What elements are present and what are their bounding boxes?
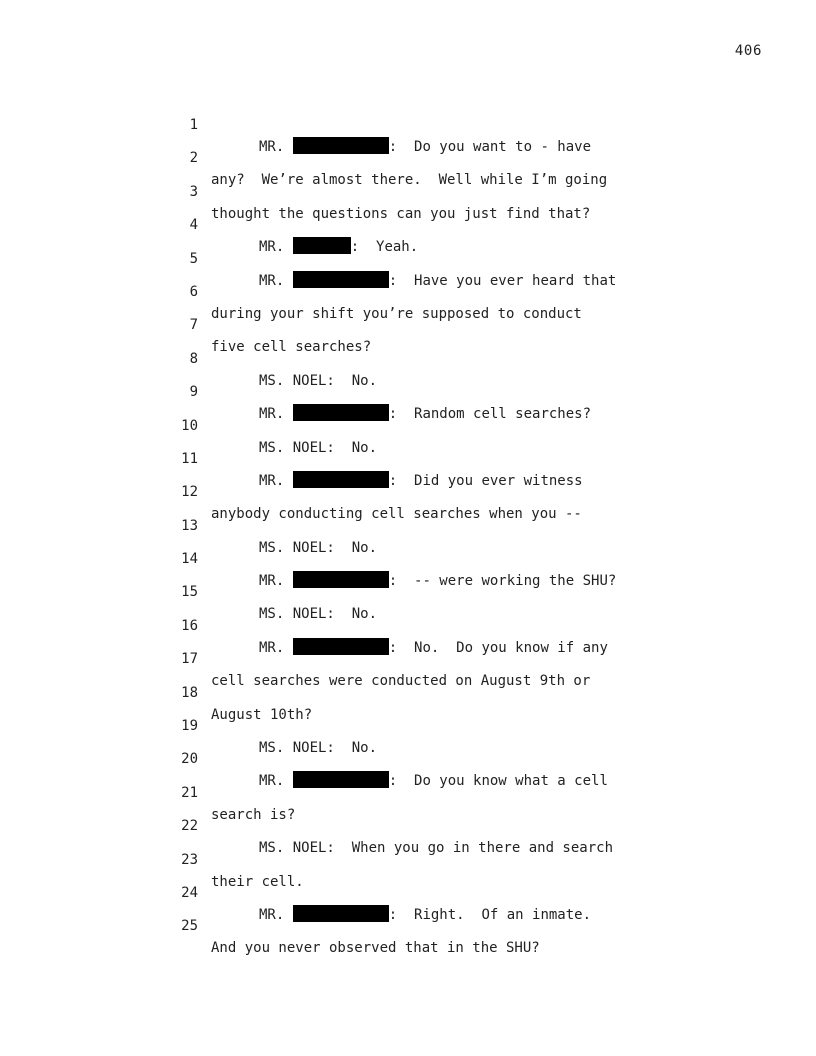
transcript-line-9 bbox=[0, 359, 816, 423]
line-text: five cell searches? bbox=[211, 339, 372, 356]
transcript-line-25 bbox=[0, 893, 816, 957]
transcript-line-20 bbox=[0, 726, 816, 790]
transcript-line-11 bbox=[0, 426, 816, 489]
transcript-line-24 bbox=[0, 860, 816, 923]
transcript-line-8 bbox=[0, 326, 816, 389]
line-text: August 10th? bbox=[211, 706, 313, 723]
line-number: 12 bbox=[181, 484, 198, 501]
transcript-line-23 bbox=[0, 827, 816, 890]
line-text-content: : Random cell searches? bbox=[388, 406, 592, 423]
transcript-line-7 bbox=[0, 292, 816, 356]
speaker-label: MR. bbox=[259, 272, 285, 289]
line-number: 13 bbox=[181, 517, 198, 534]
transcript-line-16 bbox=[0, 593, 816, 656]
line-number: 4 bbox=[189, 217, 198, 234]
line-text: MS. NOEL: No. bbox=[259, 539, 378, 556]
line-number: 19 bbox=[181, 718, 198, 735]
transcript-line-17 bbox=[0, 626, 816, 690]
line-text: MS. NOEL: When you go in there and search bbox=[259, 840, 614, 857]
speaker-label: MR. bbox=[259, 239, 285, 256]
line-text: thought the questions can you just find that? bbox=[211, 205, 591, 222]
line-text: MS. NOEL: No. bbox=[259, 372, 378, 389]
line-text: their cell. bbox=[211, 873, 304, 890]
line-number: 22 bbox=[181, 818, 198, 835]
line-number: 2 bbox=[189, 150, 198, 167]
transcript-line-15 bbox=[0, 559, 816, 623]
line-number: 11 bbox=[181, 450, 198, 467]
line-number: 21 bbox=[181, 784, 198, 801]
line-text-content: : Did you ever witness bbox=[388, 472, 583, 489]
speaker-label: MR. bbox=[259, 639, 285, 656]
line-text-content: : -- were working the SHU? bbox=[388, 573, 617, 590]
speaker-label: MR. bbox=[259, 906, 285, 923]
line-number: 14 bbox=[181, 551, 198, 568]
line-text-content: : Yeah. bbox=[350, 239, 419, 256]
transcript-line-14 bbox=[0, 526, 816, 590]
line-text: And you never observed that in the SHU? bbox=[211, 940, 540, 957]
line-text: MS. NOEL: No. bbox=[259, 606, 378, 623]
line-number: 24 bbox=[181, 884, 198, 901]
speaker-label: MR. bbox=[259, 406, 285, 423]
line-number: 8 bbox=[189, 350, 198, 367]
line-text-content: : Right. Of an inmate. bbox=[388, 906, 592, 923]
transcript-line-10 bbox=[0, 393, 816, 456]
line-text: during your shift you’re supposed to conduct bbox=[211, 305, 582, 322]
line-number: 1 bbox=[189, 117, 198, 133]
line-number: 16 bbox=[181, 617, 198, 634]
line-number: 15 bbox=[181, 584, 198, 601]
transcript-line-1 bbox=[0, 92, 816, 155]
line-number: 6 bbox=[189, 283, 198, 300]
speaker-label: MR. bbox=[259, 773, 285, 790]
line-number: 9 bbox=[189, 384, 198, 401]
transcript-line-18 bbox=[0, 660, 816, 723]
line-text: anybody conducting cell searches when you -- bbox=[211, 506, 582, 523]
line-number: 17 bbox=[181, 651, 198, 668]
line-number: 7 bbox=[189, 317, 198, 334]
transcript-body bbox=[0, 92, 816, 957]
line-number: 23 bbox=[181, 851, 198, 868]
line-text-content: : Do you want to - have bbox=[388, 139, 592, 155]
line-text: MS. NOEL: No. bbox=[259, 740, 378, 757]
line-number: 18 bbox=[181, 684, 198, 701]
line-number: 10 bbox=[181, 417, 198, 434]
transcript-line-12 bbox=[0, 459, 816, 523]
line-number: 5 bbox=[189, 250, 198, 267]
transcript-line-2 bbox=[0, 125, 816, 189]
line-text: search is? bbox=[211, 806, 296, 823]
line-number: 25 bbox=[181, 918, 198, 935]
speaker-label: MR. bbox=[259, 139, 285, 155]
speaker-label: MR. bbox=[259, 472, 285, 489]
line-text: cell searches were conducted on August 9th or bbox=[211, 673, 591, 690]
transcript-line-3 bbox=[0, 159, 816, 222]
line-text-content: : Do you know what a cell bbox=[388, 773, 608, 790]
line-number: 3 bbox=[189, 183, 198, 200]
line-text-content: : Have you ever heard that bbox=[388, 272, 617, 289]
transcript-line-5 bbox=[0, 226, 816, 289]
line-text: any? We’re almost there. Well while I’m going bbox=[211, 172, 608, 189]
page-number: 406 bbox=[734, 43, 762, 59]
transcript-line-13 bbox=[0, 493, 816, 556]
transcript-line-19 bbox=[0, 693, 816, 757]
speaker-label: MR. bbox=[259, 573, 285, 590]
transcript-line-6 bbox=[0, 259, 816, 322]
transcript-line-22 bbox=[0, 793, 816, 857]
transcript-line-4 bbox=[0, 192, 816, 256]
line-text: MS. NOEL: No. bbox=[259, 439, 378, 456]
line-number: 20 bbox=[181, 751, 198, 768]
line-text-content: : No. Do you know if any bbox=[388, 639, 608, 656]
transcript-line-21 bbox=[0, 760, 816, 823]
